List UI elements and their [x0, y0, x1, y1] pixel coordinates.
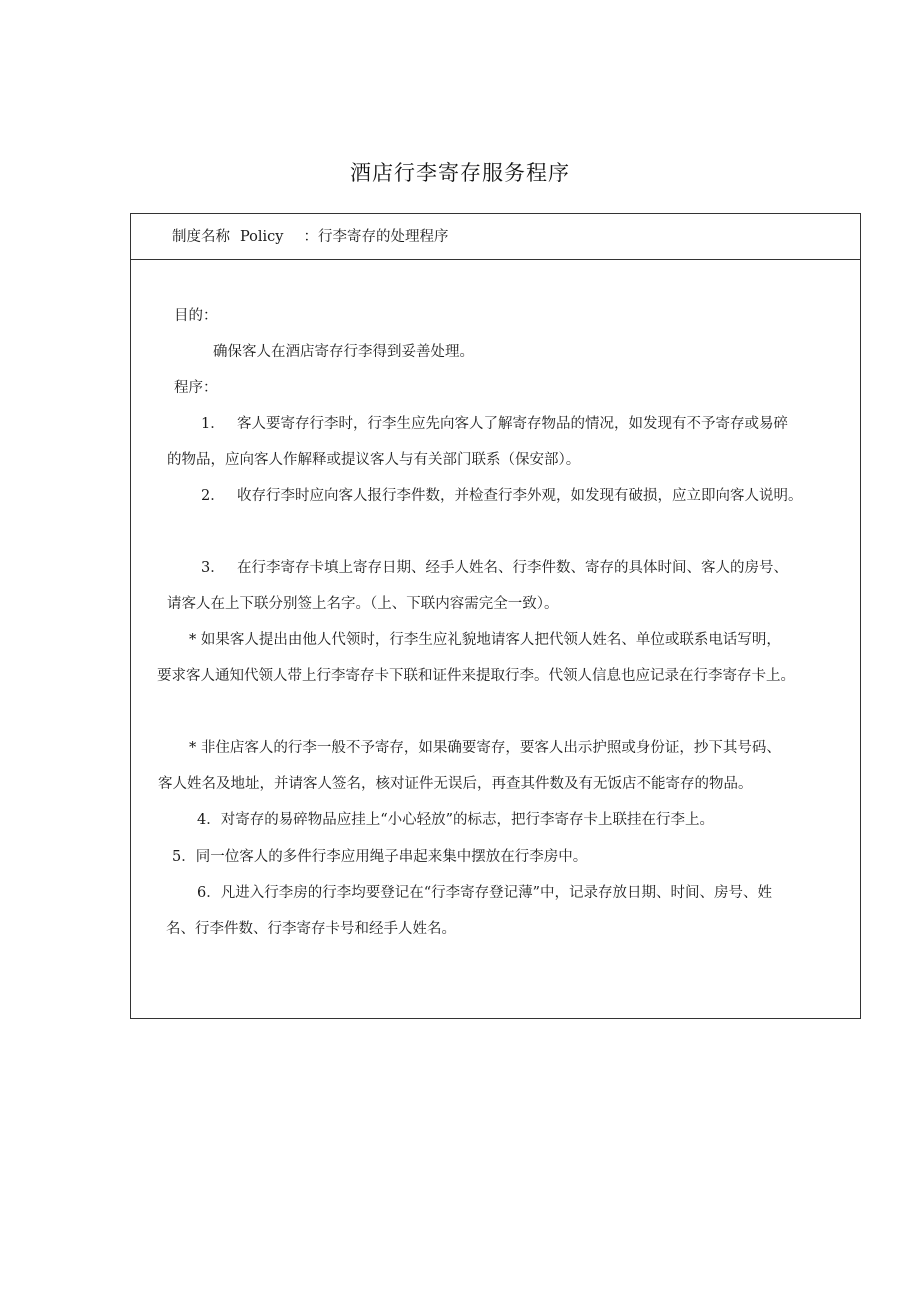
policy-header-row — [131, 214, 860, 260]
policy-table — [130, 213, 861, 1019]
step-3-number: 3． — [201, 560, 225, 576]
step-2-line-1 — [201, 486, 803, 506]
policy-label-en: Policy — [240, 229, 284, 245]
step-3-line-2: 请客人在上下联分别签上名字。（上、下联内容需完全一致）。 — [167, 596, 559, 612]
step-4-line: 4．对寄存的易碎物品应挂上“小心轻放”的标志，把行李寄存卡上联挂在行李上。 — [197, 812, 715, 828]
step-1-line-1 — [201, 414, 788, 434]
policy-value: 行李寄存的处理程序 — [318, 229, 449, 245]
step-5-line: 5．同一位客人的多件行李应用绳子串起来集中摆放在行李房中。 — [172, 849, 588, 865]
note-2-line-1: * 非住店客人的行李一般不予寄存，如果确要寄存，要客人出示护照或身份证，抄下其号码、 — [189, 740, 781, 756]
step-3-text: 在行李寄存卡填上寄存日期、经手人姓名、行李件数、寄存的具体时间、客人的房号、 — [237, 560, 788, 576]
step-6-line-2: 名、行李件数、行李寄存卡号和经手人姓名。 — [166, 921, 456, 937]
step-2-text: 收存行李时应向客人报行李件数，并检查行李外观，如发现有破损，应立即向客人说明。 — [237, 488, 803, 504]
page-title: 酒店行李寄存服务程序 — [350, 161, 570, 185]
step-3-line-1 — [201, 558, 788, 578]
note-2-line-2: 客人姓名及地址，并请客人签名，核对证件无误后，再查其件数及有无饭店不能寄存的物品。 — [158, 776, 753, 792]
note-1-line-1: * 如果客人提出由他人代领时，行李生应礼貌地请客人把代领人姓名、单位或联系电话写明， — [189, 632, 781, 648]
step-2-number: 2． — [201, 488, 225, 504]
policy-separator: ： — [303, 229, 318, 245]
step-6-line-1: 6．凡进入行李房的行李均要登记在“行李寄存登记薄”中，记录存放日期、时间、房号、姓 — [197, 885, 773, 901]
procedure-heading: 程序： — [174, 380, 218, 396]
purpose-text: 确保客人在酒店寄存行李得到妥善处理。 — [213, 344, 474, 360]
policy-label-cn: 制度名称 — [172, 229, 230, 245]
step-1-text: 客人要寄存行李时，行李生应先向客人了解寄存物品的情况，如发现有不予寄存或易碎 — [237, 416, 788, 432]
policy-name-line — [172, 225, 449, 246]
note-1-line-2: 要求客人通知代领人带上行李寄存卡下联和证件来提取行李。代领人信息也应记录在行李寄存卡上。 — [157, 668, 795, 684]
step-1-number: 1． — [201, 416, 225, 432]
purpose-heading: 目的： — [174, 308, 218, 324]
step-1-line-2: 的物品，应向客人作解释或提议客人与有关部门联系（保安部）。 — [167, 452, 581, 468]
